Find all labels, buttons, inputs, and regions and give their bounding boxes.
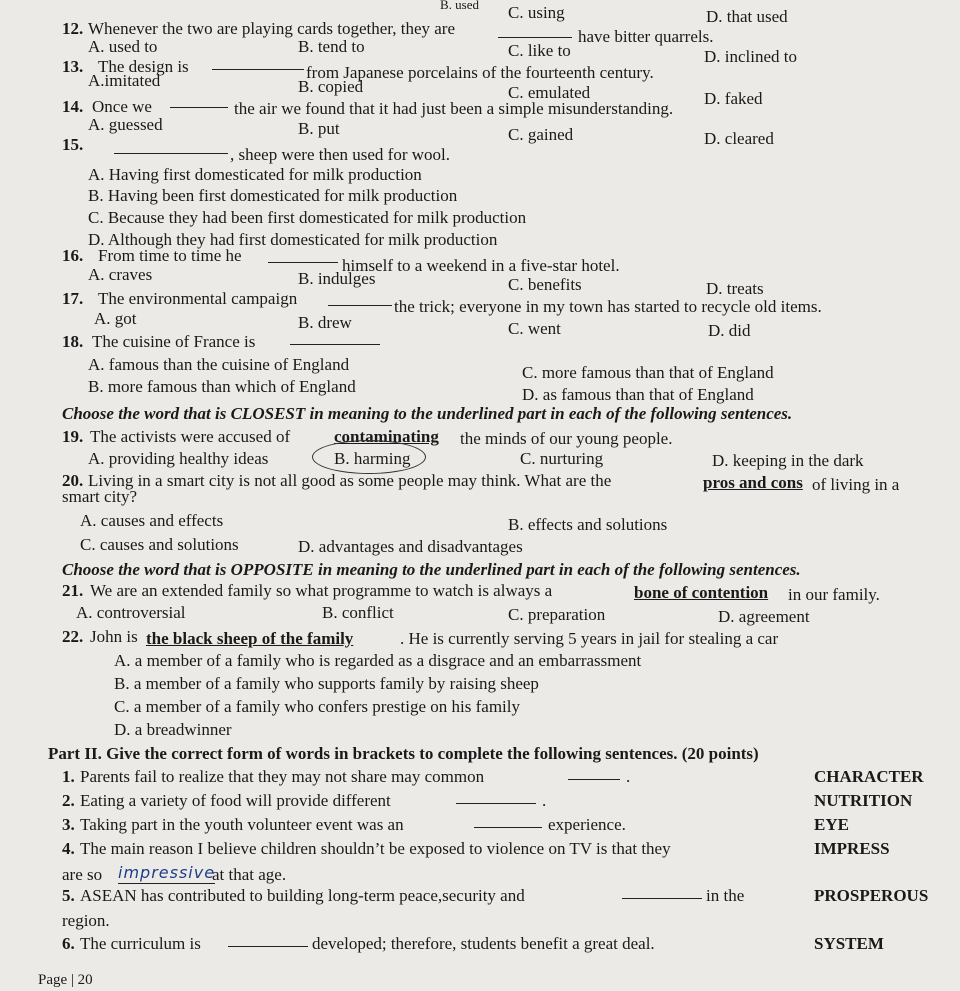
item5-text-c: region. [62,911,110,930]
q14-option-a[interactable]: A. guessed [88,115,163,134]
q16-number: 16. [62,246,84,265]
q15-option-b[interactable]: B. Having been first domesticated for milk production [88,186,458,205]
q18-option-d[interactable]: D. as famous than that of England [522,385,754,404]
item2-number: 2. [62,791,75,810]
q18-options-2 [0,376,960,404]
instruction-opposite-text: Choose the word that is OPPOSITE in meaning to the underlined part in each of the following sentences. [62,560,801,579]
q21-number: 21. [62,581,84,600]
q16-option-a[interactable]: A. craves [88,265,153,284]
q18-option-b[interactable]: B. more famous than which of England [88,377,356,396]
q20-option-b[interactable]: B. effects and solutions [508,515,668,534]
q14-text-b: the air we found that it had just been a simple misunderstanding. [234,99,674,118]
q14-option-b[interactable]: B. put [298,119,340,138]
q15-stem [0,134,960,164]
part2-item-4-cont [0,864,960,886]
q19-underlined: contaminating [334,427,439,446]
q20-option-d[interactable]: D. advantages and disadvantages [298,537,523,556]
item5-number: 5. [62,886,75,905]
q15-option-a-line [0,164,960,186]
q21-text-b: in our family. [788,585,880,604]
top-option-d: D. that used [706,7,788,26]
q14-text-a: Once we [92,97,152,116]
item5-blank[interactable] [622,884,702,899]
q13-text-b: from Japanese porcelains of the fourteenth century. [306,63,654,82]
q13-option-c[interactable]: C. emulated [508,83,591,102]
q13-blank[interactable] [212,55,304,70]
item6-text-b: developed; therefore, students benefit a great deal. [312,934,655,953]
item3-word: EYE [814,815,849,834]
q17-option-d[interactable]: D. did [708,321,751,340]
q22-option-b-line [0,673,960,695]
item4-word: IMPRESS [814,839,890,858]
q18-blank[interactable] [290,330,380,345]
item3-text-b: experience. [548,815,626,834]
q13-option-b[interactable]: B. copied [298,77,364,96]
q22-option-b[interactable]: B. a member of a family who supports family by raising sheep [114,674,539,693]
q22-underlined: the black sheep of the family [146,629,354,648]
q19-option-d[interactable]: D. keeping in the dark [712,451,864,470]
q22-option-c-line [0,696,960,718]
q14-option-d[interactable]: D. cleared [704,129,774,148]
q21-option-d[interactable]: D. agreement [718,607,810,626]
q21-stem [0,580,960,602]
item5-word: PROSPEROUS [814,886,929,905]
q15-number: 15. [62,135,84,154]
q22-text-a: John is [90,627,138,646]
page-footer: Page | 20 [38,972,93,988]
q22-text-b: . He is currently serving 5 years in jail for stealing a car [400,629,779,648]
q15-option-c[interactable]: C. Because they had been first domesticated for milk production [88,208,527,227]
q19-options [0,448,960,470]
q13-number: 13. [62,57,84,76]
q22-option-d[interactable]: D. a breadwinner [114,720,232,739]
part2-item-5-cont [0,910,960,932]
q15-text-b: , sheep were then used for wool. [230,145,450,164]
q21-underlined: bone of contention [634,583,769,602]
q12-number: 12. [62,19,84,38]
q14-number: 14. [62,97,84,116]
top-option-c: C. using [508,3,565,22]
q17-option-b[interactable]: B. drew [298,313,352,332]
q22-option-c[interactable]: C. a member of a family who confers prestige on his family [114,697,520,716]
item5-text-a: ASEAN has contributed to building long-term peace,security and [80,886,525,905]
q22-option-d-line [0,719,960,741]
q19-text-b: the minds of our young people. [460,429,673,448]
item4-number: 4. [62,839,75,858]
q20-number: 20. [62,471,84,490]
item4-text-a: The main reason I believe children shouldn’t be exposed to violence on TV is that they [80,839,671,858]
q16-blank[interactable] [268,248,338,263]
q18-option-a[interactable]: A. famous than the cuisine of England [88,355,350,374]
q12-text-a: Whenever the two are playing cards together, they are [88,19,456,38]
q21-text-a: We are an extended family so what programme to watch is always a [90,581,553,600]
q22-option-a-line [0,650,960,672]
part2-item-3 [0,814,960,836]
q14-blank[interactable] [170,93,228,108]
item2-text-a: Eating a variety of food will provide different [80,791,391,810]
q13-text-a: The design is [98,57,189,76]
q19-number: 19. [62,427,84,446]
q13-option-a[interactable]: A.imitated [88,71,161,90]
item4-text-c1: are so [62,865,103,884]
part2-item-6 [0,933,960,955]
q22-number: 22. [62,627,84,646]
item2-blank[interactable] [456,789,536,804]
item6-number: 6. [62,934,75,953]
item1-number: 1. [62,767,75,786]
q20-option-a[interactable]: A. causes and effects [80,511,224,530]
q19-option-c[interactable]: C. nurturing [520,449,604,468]
q20-text-b: of living in a [812,475,900,494]
item3-number: 3. [62,815,75,834]
instruction-closest-text: Choose the word that is CLOSEST in meaning to the underlined part in each of the following sentences. [62,404,793,423]
q12-option-b[interactable]: B. tend to [298,37,365,56]
q17-options [0,308,960,340]
item2-text-b: . [542,791,547,810]
item5-text-b: in the [706,886,745,905]
q20-stem-2 [0,486,960,508]
q17-option-a[interactable]: A. got [94,309,137,328]
q18-number: 18. [62,332,84,351]
q16-option-d[interactable]: D. treats [706,279,764,298]
q13-option-d[interactable]: D. faked [704,89,763,108]
q14-option-c[interactable]: C. gained [508,125,574,144]
item2-word: NUTRITION [814,791,913,810]
part2-title [0,743,960,765]
q19-option-b[interactable]: B. harming [334,449,411,468]
q17-stem [0,288,960,316]
q15-option-a[interactable]: A. Having first domesticated for milk production [88,165,422,184]
q16-text-a: From time to time he [98,246,242,265]
item3-blank[interactable] [474,813,542,828]
q18-stem [0,331,960,353]
q19-text-a: The activists were accused of [90,427,291,446]
q17-blank[interactable] [328,291,392,306]
q20-text-a: Living in a smart city is not all good as some people may think. What are the [88,471,612,490]
instruction-closest [0,403,960,425]
item1-text-b: . [626,767,631,786]
instruction-opposite [0,559,960,581]
item1-word: CHARACTER [814,767,924,786]
q21-option-a[interactable]: A. controversial [76,603,186,622]
q18-options-1 [0,354,960,382]
q22-stem [0,626,960,648]
q21-options [0,602,960,624]
q17-number: 17. [62,289,84,308]
q16-option-b[interactable]: B. indulges [298,269,376,288]
q19-stem [0,426,960,448]
part2-item-4 [0,838,960,860]
q18-option-c[interactable]: C. more famous than that of England [522,363,774,382]
item6-word: SYSTEM [814,934,884,953]
q12-options [0,36,960,66]
q20-text-c: smart city? [62,487,138,506]
part2-item-2 [0,790,960,812]
item1-text-a: Parents fail to realize that they may not share may common [80,767,485,786]
q20-options-2 [0,534,960,556]
item4-text-c2: at that age. [212,865,287,884]
q17-text-b: the trick; everyone in my town has started to recycle old items. [394,297,822,316]
part2-item-1 [0,766,960,788]
q15-option-b-line [0,185,960,207]
q20-options-1 [0,510,960,532]
q16-option-c[interactable]: C. benefits [508,275,582,294]
q12-option-d[interactable]: D. inclined to [704,47,798,66]
item1-blank[interactable] [568,765,620,780]
item4-handwritten-answer[interactable]: impressive [118,863,216,882]
q12-option-c[interactable]: C. like to [508,41,571,60]
item3-text-a: Taking part in the youth volunteer event was an [80,815,404,834]
q19-option-a[interactable]: A. providing healthy ideas [88,449,269,468]
q22-option-a[interactable]: A. a member of a family who is regarded as a disgrace and an embarrassment [114,651,642,670]
part2-item-5 [0,885,960,907]
q17-option-c[interactable]: C. went [508,319,561,338]
q18-text-a: The cuisine of France is [92,332,256,351]
top-cut-line [0,0,960,26]
q20-underlined: pros and cons [703,473,803,492]
top-option-b-fragment: B. used [440,0,479,12]
q15-option-d[interactable]: D. Although they had first domesticated for milk production [88,230,498,249]
q20-option-c[interactable]: C. causes and solutions [80,535,239,554]
q16-options [0,264,960,298]
q12-text-b: have bitter quarrels. [578,27,714,46]
q21-option-c[interactable]: C. preparation [508,605,606,624]
item6-blank[interactable] [228,932,308,947]
q15-option-c-line [0,207,960,229]
q17-text-a: The environmental campaign [98,289,298,308]
q21-option-b[interactable]: B. conflict [322,603,394,622]
q16-text-b: himself to a weekend in a five-star hotel. [342,256,620,275]
q15-blank[interactable] [114,139,228,154]
item6-text-a: The curriculum is [80,934,201,953]
part2-title-text: Part II. Give the correct form of words in brackets to complete the following sentences. (20 points) [48,744,759,763]
q12-option-a[interactable]: A. used to [88,37,158,56]
